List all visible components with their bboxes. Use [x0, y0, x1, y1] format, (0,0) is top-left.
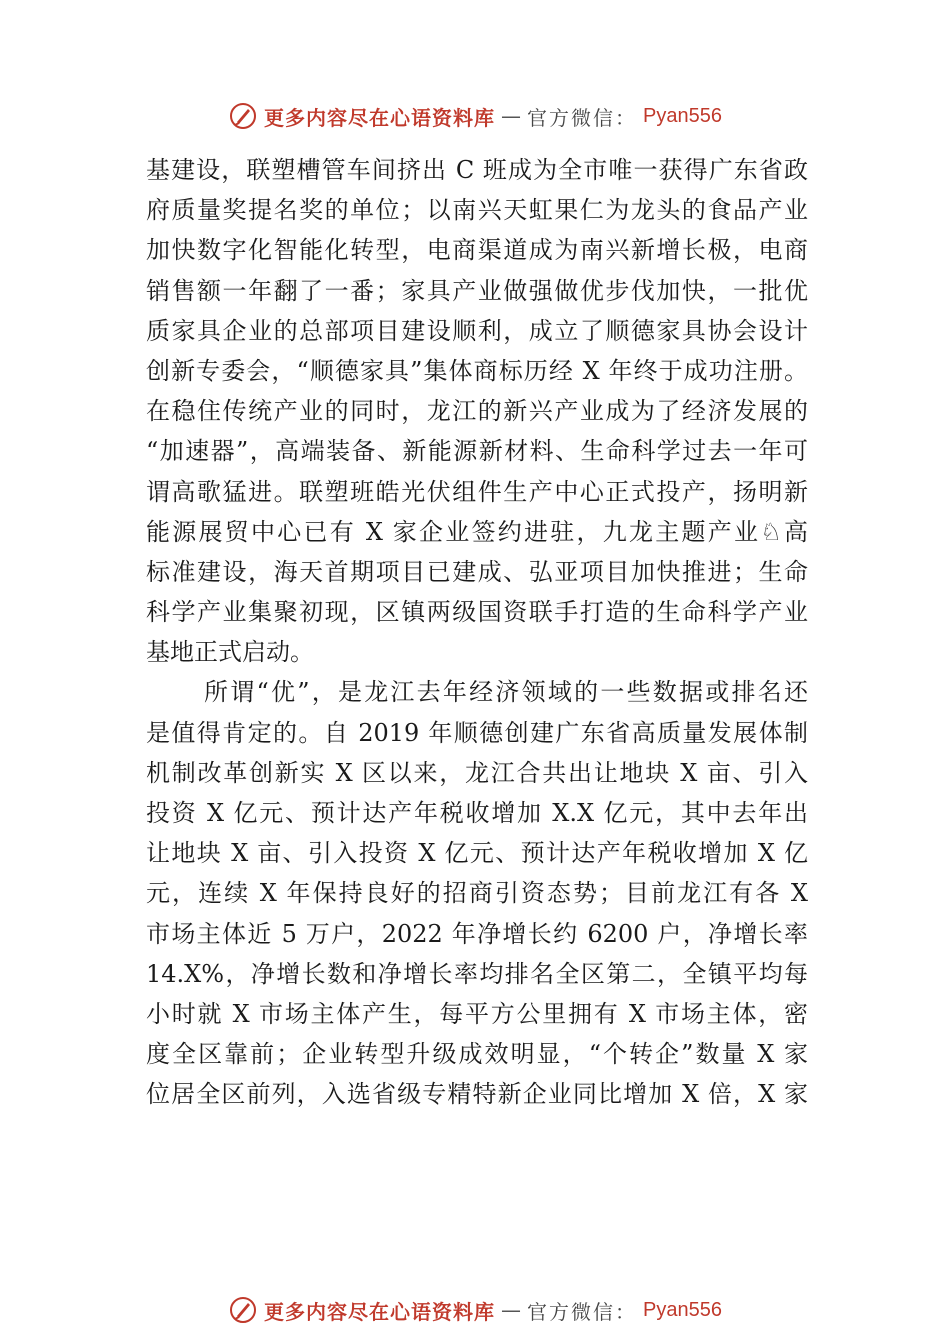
body-line: 让地块 X 亩、引入投资 X 亿元、预计达产年税收增加 X 亿	[146, 839, 808, 868]
body-line: 标准建设，海天首期项目已建成、弘亚项目加快推进；生命	[146, 557, 808, 586]
watermark-wechat-id: Pyan556	[643, 104, 722, 127]
body-line: “加速器”，高端装备、新能源新材料、生命科学过去一年可	[146, 437, 808, 466]
body-line: 质家具企业的总部项目建设顺利，成立了顺德家具协会设计	[146, 316, 808, 345]
body-line: 基建设，联塑槽管车间挤出 C 班成为全市唯一获得广东省政	[146, 156, 808, 184]
body-line: 位居全区前列，入选省级专精特新企业同比增加 X 倍，X 家	[146, 1080, 808, 1109]
body-line: 市场主体近 5 万户，2022 年净增长约 6200 户，净增长率	[146, 919, 808, 948]
watermark-brand: 更多内容尽在心语资料库	[264, 1299, 496, 1324]
body-line: 度全区靠前；企业转型升级成效明显，“个转企”数量 X 家	[146, 1040, 808, 1069]
body-line-paragraph-start: 所谓“优”，是龙江去年经济领域的一些数据或排名还	[204, 678, 808, 707]
quill-logo-icon	[228, 1295, 258, 1325]
body-line: 机制改革创新实 X 区以来，龙江合共出让地块 X 亩、引入	[146, 758, 808, 787]
body-line: 投资 X 亿元、预计达产年税收增加 X.X 亿元，其中去年出	[146, 799, 808, 827]
document-body	[146, 150, 808, 1115]
watermark-wechat-id: Pyan556	[643, 1298, 722, 1321]
watermark-separator: —	[501, 104, 522, 128]
watermark-label: 官方微信：	[527, 1299, 638, 1324]
watermark-header	[0, 96, 950, 136]
watermark-brand: 更多内容尽在心语资料库	[264, 105, 496, 130]
body-line-paragraph-end: 基地正式启动。	[146, 638, 314, 667]
watermark-label: 官方微信：	[527, 105, 638, 130]
body-line: 小时就 X 市场主体产生，每平方公里拥有 X 市场主体，密	[146, 999, 808, 1028]
watermark-separator: —	[501, 1298, 522, 1322]
body-line: 能源展贸中心已有 X 家企业签约进驻，九龙主题产业♘高	[146, 517, 808, 546]
body-line: 是值得肯定的。自 2019 年顺德创建广东省高质量发展体制	[146, 718, 808, 747]
body-line: 元，连续 X 年保持良好的招商引资态势；目前龙江有各 X	[146, 879, 808, 908]
body-line: 府质量奖提名奖的单位；以南兴天虹果仁为龙头的食品产业	[146, 196, 808, 225]
body-line: 加快数字化智能化转型，电商渠道成为南兴新增长极，电商	[146, 236, 808, 265]
body-line: 销售额一年翻了一番；家具产业做强做优步伐加快，一批优	[146, 276, 808, 305]
body-line: 谓高歌猛进。联塑班皓光伏组件生产中心正式投产，扬明新	[146, 477, 808, 506]
body-line: 在稳住传统产业的同时，龙江的新兴产业成为了经济发展的	[146, 397, 808, 426]
body-line: 14.X%，净增长数和净增长率均排名全区第二，全镇平均每	[146, 959, 808, 988]
watermark-footer	[0, 1290, 950, 1330]
body-line: 创新专委会，“顺德家具”集体商标历经 X 年终于成功注册。	[146, 356, 808, 385]
quill-logo-icon	[228, 101, 258, 131]
body-line: 科学产业集聚初现，区镇两级国资联手打造的生命科学产业	[146, 598, 808, 627]
